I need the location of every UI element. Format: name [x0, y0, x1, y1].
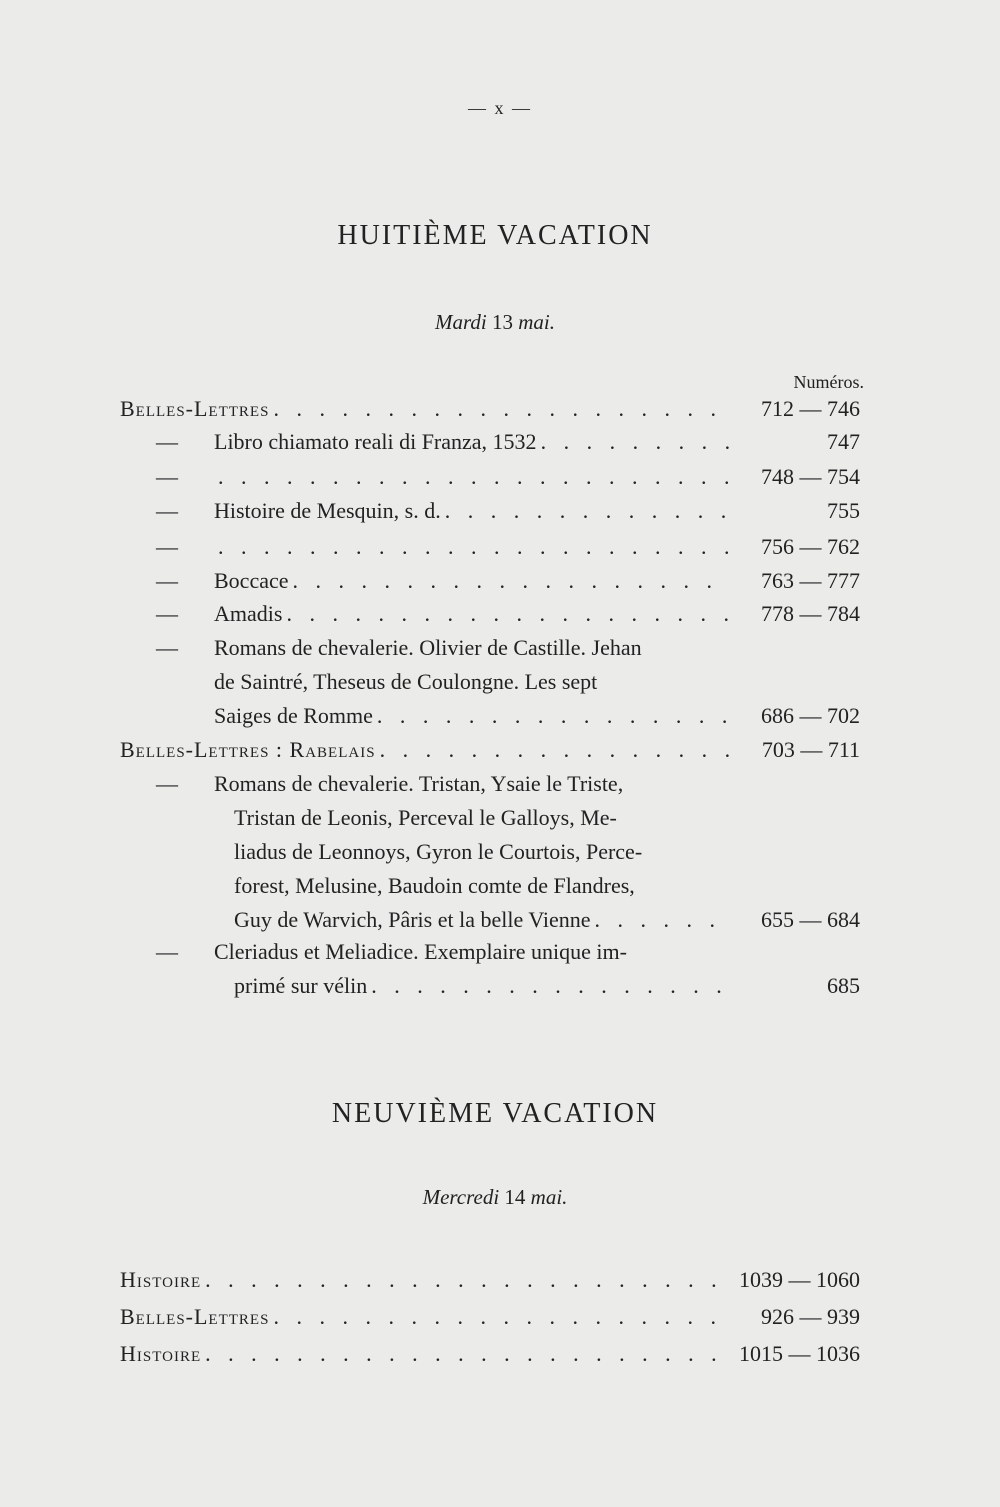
list-item: Histoire . . . 1015 — 1036	[120, 1337, 860, 1371]
list-item: — Libro chiamato reali di Franza, 1532 . . . 747	[120, 425, 860, 459]
list-item: Belles-Lettres : Rabelais . . . 703 — 711	[120, 733, 860, 767]
session-date: Mardi 13 mai.	[435, 310, 555, 334]
list-item: — . . . 756 — 762	[120, 530, 860, 564]
column-header-numeros: Numéros.	[793, 372, 864, 392]
list-item: Histoire . . . 1039 — 1060	[120, 1263, 860, 1297]
list-item: — . . . 748 — 754	[120, 460, 860, 494]
section-heading-huitieme: HUITIÈME VACATION	[337, 220, 653, 251]
list-item: — Romans de chevalerie. Olivier de Castille. Jehan de Saintré, Theseus de Coulongne. Les sept Saiges de Romme . . . 686 — 702	[120, 631, 860, 733]
list-item: Belles-Lettres . . . 712 — 746	[120, 392, 860, 426]
list-item: — Boccace . . . 763 — 777	[120, 564, 860, 598]
list-item: — Amadis . . . 778 — 784	[120, 597, 860, 631]
list-item: — Romans de chevalerie. Tristan, Ysaie le Triste, Tristan de Leonis, Perceval le Galloys, Me- liadus de Leonnoys, Gyron le Courtois, Perce- forest, Melusine, Baudoin comte de Flandres, Guy de Warvich, Pâris et la belle Vienne . . . 655 — 684	[120, 767, 860, 937]
list-item: — Histoire de Mesquin, s. d. . . . 755	[120, 494, 860, 528]
page-number: — x —	[468, 98, 532, 118]
list-item: Belles-Lettres . . . 926 — 939	[120, 1300, 860, 1334]
session-date: Mercredi 14 mai.	[422, 1185, 568, 1209]
list-item: — Cleriadus et Meliadice. Exemplaire unique im- primé sur vélin . . . 685	[120, 935, 860, 1003]
section-heading-neuvieme: NEUVIÈME VACATION	[331, 1098, 659, 1129]
